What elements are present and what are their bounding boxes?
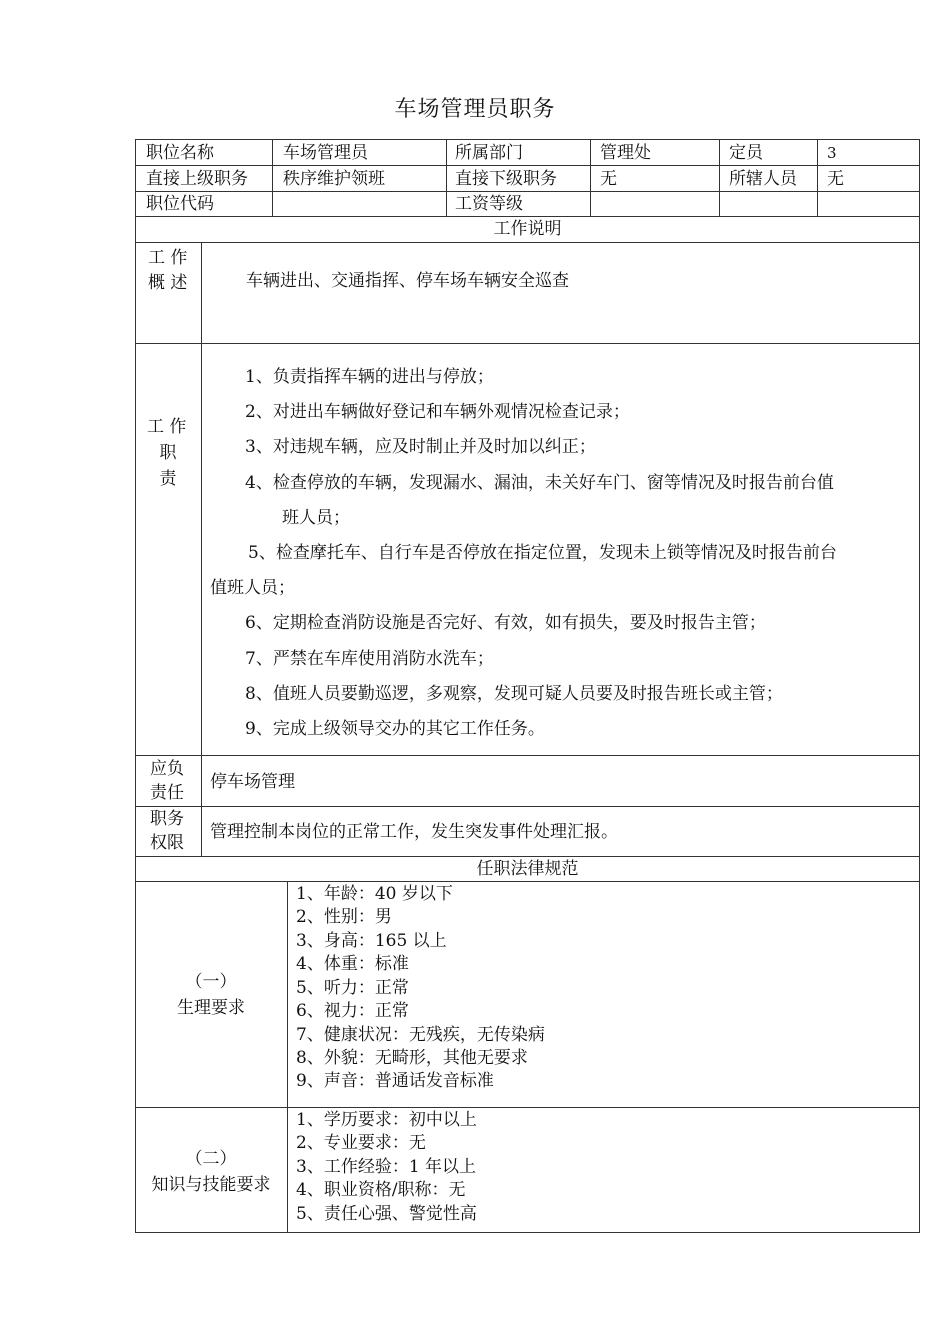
row-divider	[135, 191, 920, 192]
document-title: 车场管理员职务	[394, 97, 556, 122]
duty-item: 8、值班人员要勤巡逻，多观察，发现可疑人员要及时报告班长或主管；	[245, 684, 783, 704]
cell-salary-grade-label: 工资等级	[455, 194, 523, 214]
physical-requirement-item: 1、年龄：40 岁以下	[296, 884, 453, 904]
duty-item-continuation: 班人员；	[282, 508, 350, 528]
overview-text: 车辆进出、交通指挥、停车场车辆安全巡查	[246, 271, 569, 291]
cell-headcount-value: 3	[827, 144, 837, 162]
authority-label-line1: 职务	[150, 809, 184, 829]
duty-item: 2、对进出车辆做好登记和车辆外观情况检查记录；	[245, 402, 630, 422]
physical-requirement-item: 8、外貌：无畸形，其他无要求	[296, 1048, 528, 1068]
responsibility-text: 停车场管理	[210, 772, 295, 792]
physical-label-line1: （一）	[185, 972, 237, 992]
physical-requirement-item: 7、健康状况：无残疾，无传染病	[296, 1025, 545, 1045]
section-header-qualifications: 任职法律规范	[476, 859, 579, 879]
cell-position-code-label: 职位代码	[146, 194, 214, 214]
knowledge-requirement-item: 4、职业资格/职称：无	[296, 1180, 466, 1200]
table-border-right	[919, 139, 920, 1233]
table-border-left	[135, 139, 136, 1233]
column-divider	[446, 139, 447, 216]
physical-requirement-item: 3、身高：165 以上	[296, 931, 447, 951]
duty-item: 9、完成上级领导交办的其它工作任务。	[245, 719, 545, 739]
knowledge-requirement-item: 3、工作经验：1 年以上	[296, 1157, 477, 1177]
duties-label-line1: 工 作	[147, 417, 187, 437]
duty-item-continuation: 值班人员；	[210, 578, 295, 598]
table-border-top	[135, 139, 920, 140]
overview-label-line2: 概 述	[148, 273, 188, 293]
column-divider	[817, 139, 818, 216]
duty-item: 4、检查停放的车辆，发现漏水、漏油，未关好车门、窗等情况及时报告前台值	[245, 473, 834, 493]
cell-staff-label: 所辖人员	[729, 169, 797, 189]
row-divider	[135, 1107, 920, 1108]
section-header-work-description: 工作说明	[493, 219, 562, 239]
column-divider	[272, 139, 273, 216]
cell-staff-value: 无	[827, 169, 844, 189]
duties-label-line3: 责	[159, 469, 177, 489]
overview-label-line1: 工 作	[148, 248, 188, 268]
cell-subordinate-label: 直接下级职务	[455, 169, 557, 189]
duty-item: 5、检查摩托车、自行车是否停放在指定位置，发现未上锁等情况及时报告前台	[248, 543, 837, 563]
table-border-bottom	[135, 1232, 920, 1233]
authority-text: 管理控制本岗位的正常工作，发生突发事件处理汇报。	[210, 822, 618, 842]
responsibility-label-line2: 责任	[150, 783, 184, 803]
row-divider	[135, 242, 920, 243]
cell-subordinate-value: 无	[600, 169, 617, 189]
duty-item: 1、负责指挥车辆的进出与停放；	[245, 367, 494, 387]
cell-superior-value: 秩序维护领班	[283, 169, 385, 189]
column-divider	[201, 242, 202, 856]
row-divider	[135, 806, 920, 807]
physical-requirement-item: 9、声音：普通话发音标准	[296, 1071, 494, 1091]
physical-requirement-item: 6、视力：正常	[296, 1001, 409, 1021]
physical-label-line2: 生理要求	[177, 998, 245, 1018]
knowledge-requirement-item: 1、学历要求：初中以上	[296, 1110, 477, 1130]
duties-label-line2: 职	[159, 443, 177, 463]
row-divider	[135, 881, 920, 882]
row-divider	[135, 856, 920, 857]
column-divider	[287, 881, 288, 1232]
cell-position-name-value: 车场管理员	[283, 143, 368, 163]
duty-item: 7、严禁在车库使用消防水洗车；	[245, 649, 494, 669]
row-divider	[135, 216, 920, 217]
authority-label-line2: 权限	[150, 833, 184, 853]
duty-item: 3、对违规车辆，应及时制止并及时加以纠正；	[245, 437, 596, 457]
row-divider	[135, 755, 920, 756]
cell-department-value: 管理处	[600, 143, 651, 163]
physical-requirement-item: 4、体重：标准	[296, 954, 409, 974]
cell-department-label: 所属部门	[455, 143, 523, 163]
row-divider	[135, 165, 920, 166]
physical-requirement-item: 2、性别：男	[296, 907, 392, 927]
row-divider	[135, 343, 920, 344]
knowledge-label-line1: （二）	[185, 1149, 237, 1169]
cell-superior-label: 直接上级职务	[146, 169, 248, 189]
knowledge-requirement-item: 5、责任心强、警觉性高	[296, 1204, 477, 1224]
cell-position-name-label: 职位名称	[146, 143, 214, 163]
knowledge-requirement-item: 2、专业要求：无	[296, 1133, 426, 1153]
knowledge-label-line2: 知识与技能要求	[151, 1175, 271, 1195]
cell-headcount-label: 定员	[729, 143, 763, 163]
duty-item: 6、定期检查消防设施是否完好、有效，如有损失，要及时报告主管；	[245, 613, 766, 633]
column-divider	[590, 139, 591, 216]
responsibility-label-line1: 应负	[150, 759, 184, 779]
physical-requirement-item: 5、听力：正常	[296, 978, 409, 998]
column-divider	[719, 139, 720, 216]
